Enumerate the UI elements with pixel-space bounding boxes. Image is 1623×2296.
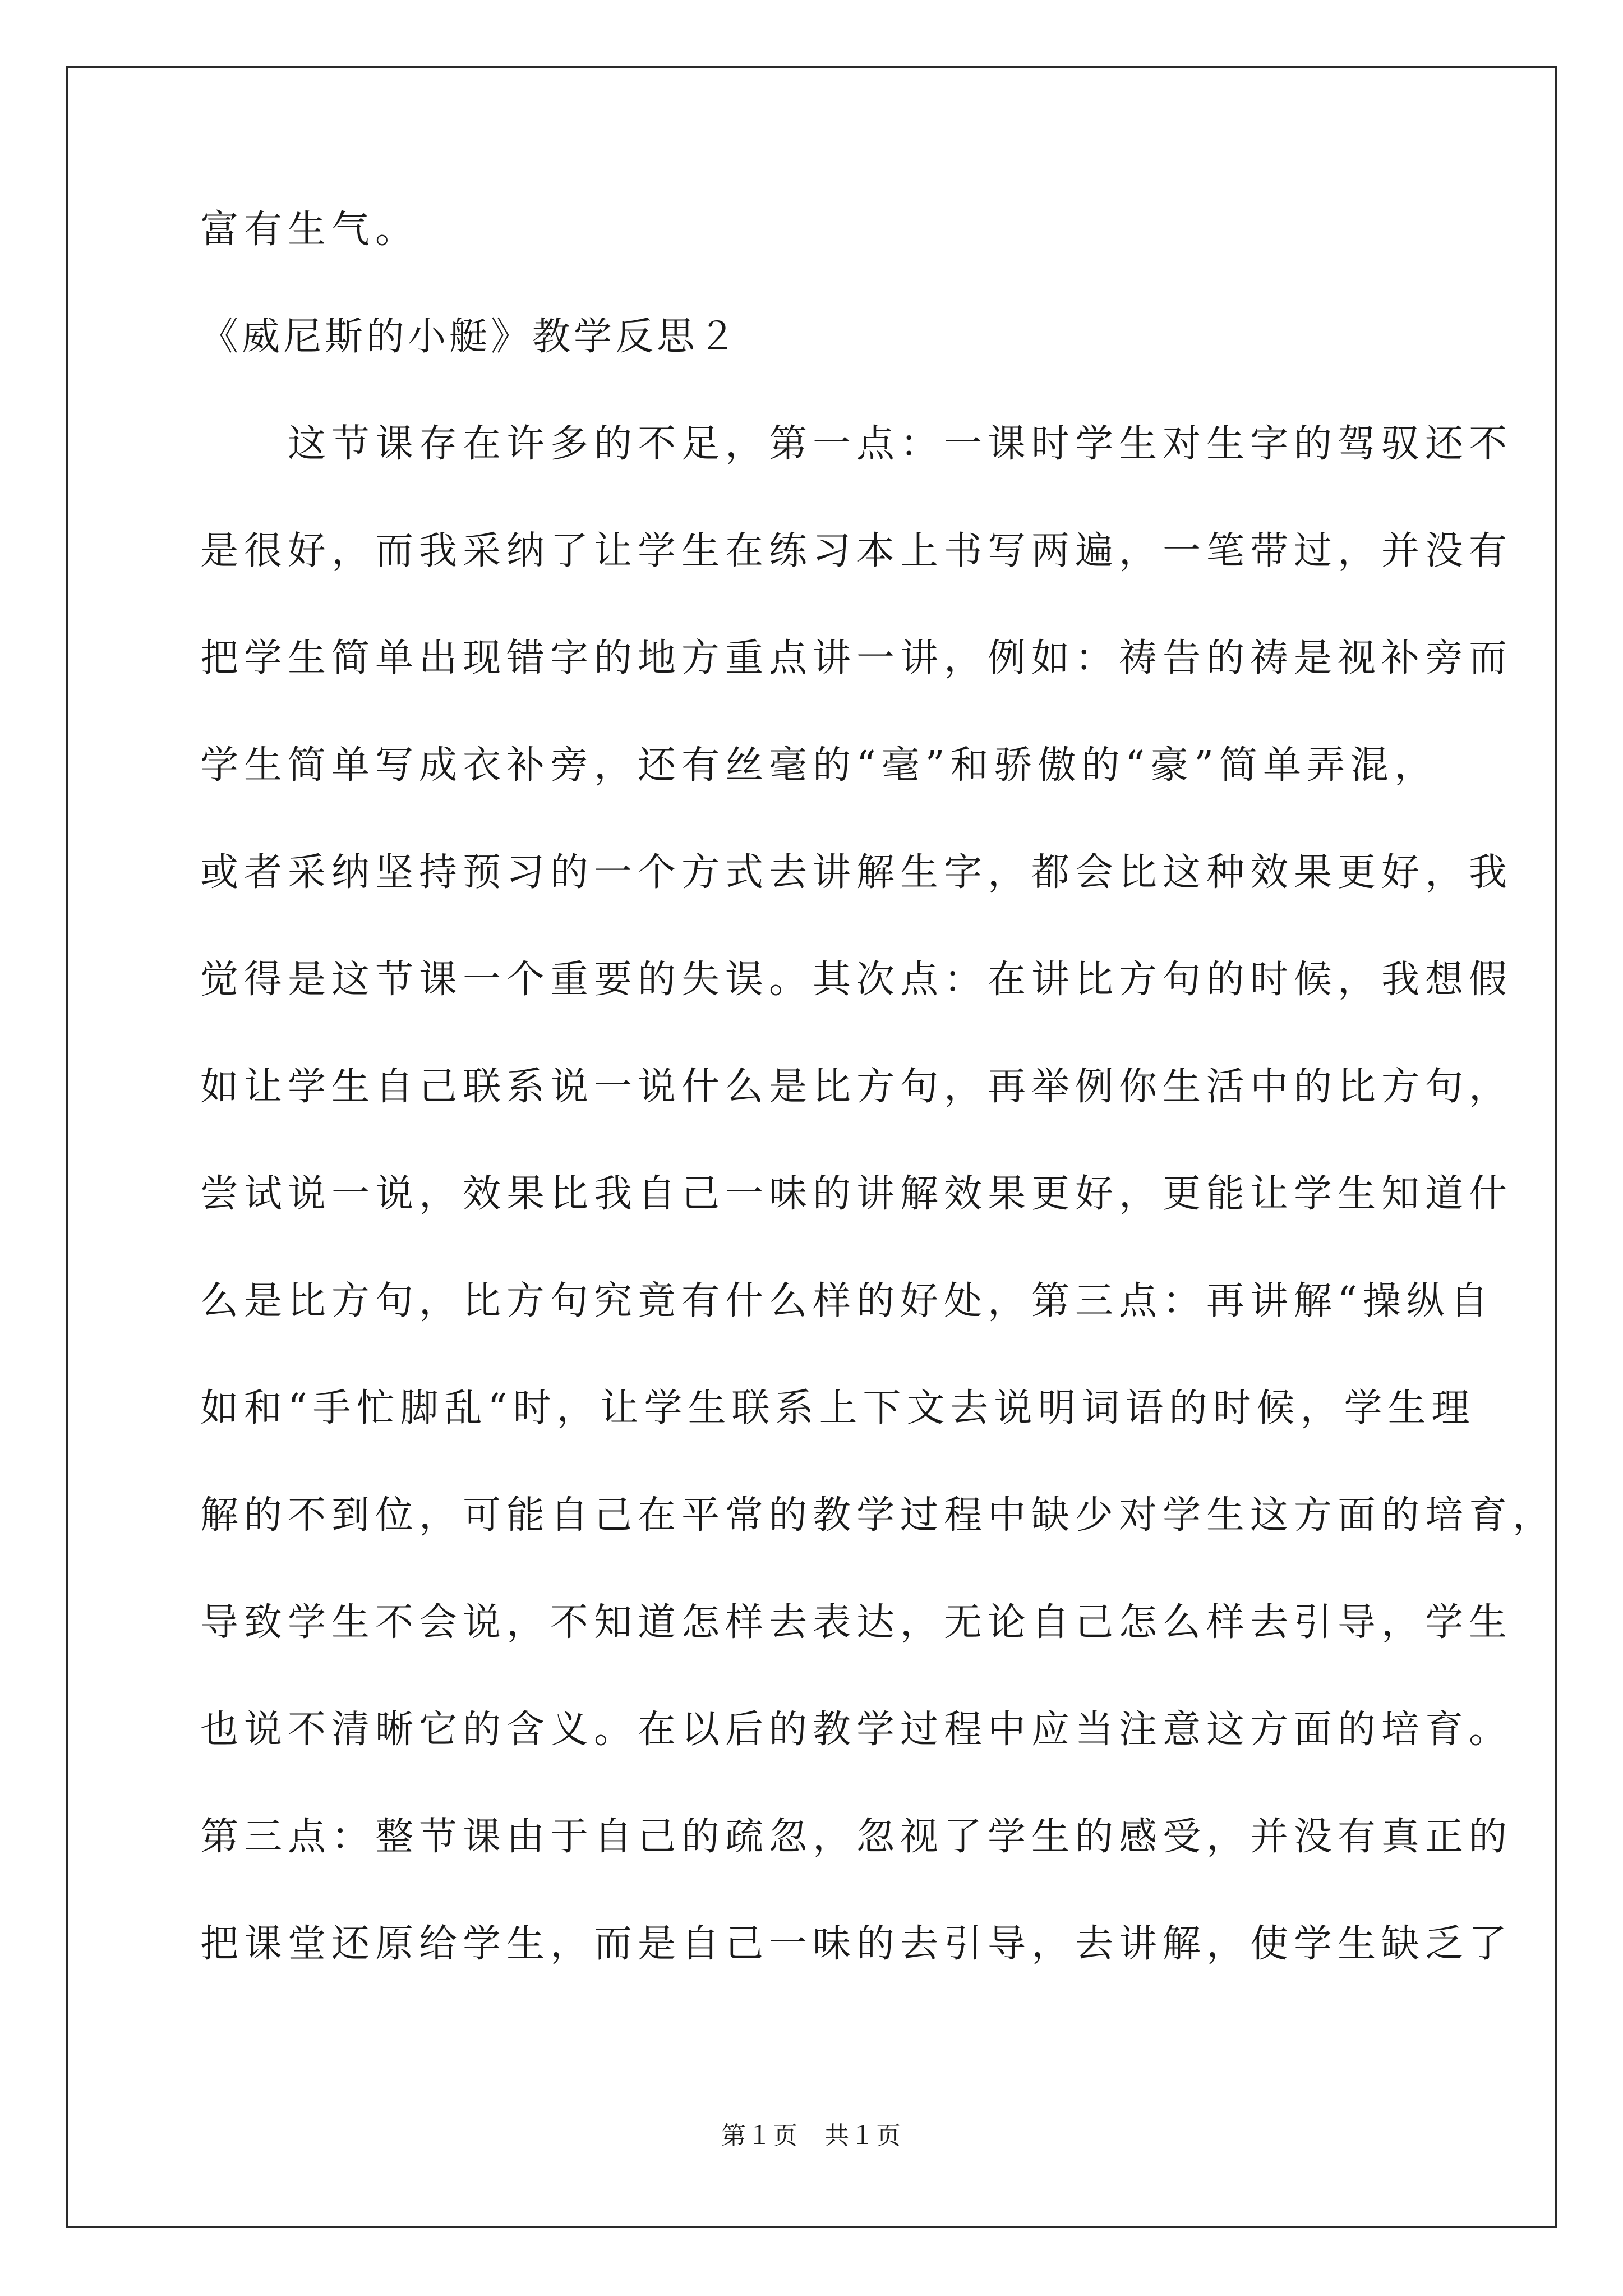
paragraph-line: 是很好，而我采纳了让学生在练习本上书写两遍，一笔带过，并没有	[200, 529, 1513, 573]
paragraph-line: 学生简单写成衣补旁，还有丝毫的“毫”和骄傲的“豪”简单弄混，	[200, 743, 1438, 788]
paragraph-line: 把课堂还原给学生，而是自己一味的去引导，去讲解，使学生缺乏了	[200, 1922, 1513, 1966]
paragraph-line: 这节课存在许多的不足，第一点：一课时学生对生字的驾驭还不	[200, 422, 1513, 466]
paragraph-line: 如和“手忙脚乱“时，让学生联系上下文去说明词语的时候，学生理	[200, 1386, 1476, 1430]
paragraph-line: 尝试说一说，效果比我自己一味的讲解效果更好，更能让学生知道什	[200, 1172, 1513, 1216]
paragraph-line: 导致学生不会说，不知道怎样去表达，无论自己怎么样去引导，学生	[200, 1600, 1513, 1645]
section-heading: 《威尼斯的小艇》教学反思２	[200, 315, 740, 359]
paragraph-line: 或者采纳坚持预习的一个方式去讲解生字，都会比这种效果更好，我	[200, 850, 1513, 895]
paragraph-line: 么是比方句，比方句究竟有什么样的好处，第三点：再讲解“操纵自	[200, 1279, 1494, 1323]
paragraph-line: 把学生简单出现错字的地方重点讲一讲，例如：祷告的祷是视补旁而	[200, 636, 1513, 680]
paragraph-line: 第三点：整节课由于自己的疏忽，忽视了学生的感受，并没有真正的	[200, 1815, 1513, 1859]
paragraph	[200, 417, 1557, 1971]
paragraph-fragment: 富有生气。	[200, 208, 419, 252]
paragraph-line: 如让学生自己联系说一说什么是比方句，再举例你生活中的比方句，	[200, 1065, 1513, 1109]
document-body	[200, 203, 1557, 1971]
paragraph-line: 也说不清晰它的含义。在以后的教学过程中应当注意这方面的培育。	[200, 1708, 1513, 1752]
paragraph-line: 解的不到位，可能自己在平常的教学过程中缺少对学生这方面的培育，	[200, 1493, 1557, 1538]
paragraph-line: 觉得是这节课一个重要的失误。其次点：在讲比方句的时候，我想假	[200, 958, 1513, 1002]
page-number-footer: 第１页 共１页	[721, 2122, 902, 2150]
